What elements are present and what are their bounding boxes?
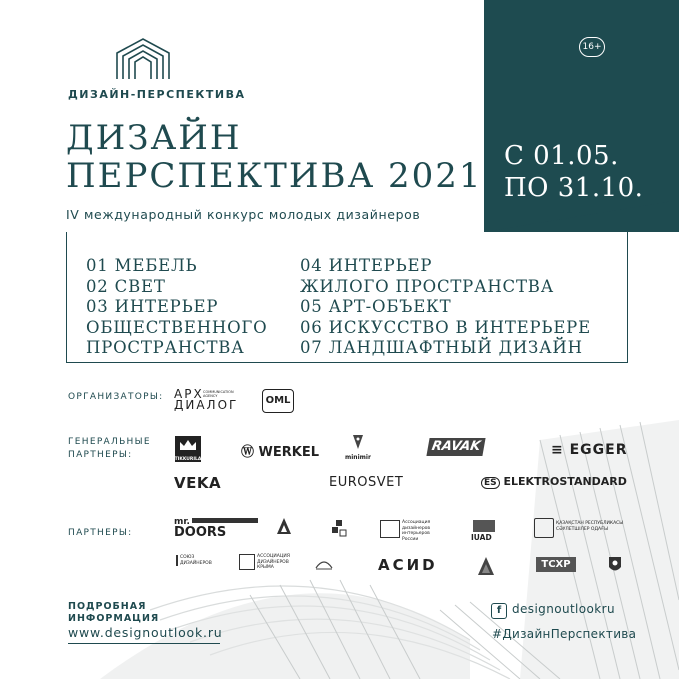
date-to: ПО 31.10. (504, 173, 644, 203)
partners-label: ПАРТНЕРЫ: (68, 528, 133, 538)
crimea-assoc-text: АССОЦИАЦИЯ ДИЗАЙНЕРОВ КРЫМА (257, 554, 290, 570)
website-underline (68, 643, 220, 644)
category-item: 01 МЕБЕЛЬ (86, 256, 198, 275)
mrdoors-bar (192, 518, 258, 523)
category-item: 03 ИНТЕРЬЕР (86, 297, 219, 316)
crimea-assoc-icon (239, 554, 255, 570)
age-rating-badge: 16+ (579, 37, 605, 57)
iuad-mark-icon (473, 520, 495, 532)
arh-dialog-logo: АРХ ДИАЛОГ (174, 387, 239, 412)
main-title (66, 119, 483, 195)
title-line-2: ПЕРСПЕКТИВА 2021 (66, 156, 483, 196)
egger-e-icon: ≡ (551, 442, 570, 458)
organizers-label: ОРГАНИЗАТОРЫ: (68, 392, 164, 402)
category-item: 04 ИНТЕРЬЕР (300, 256, 433, 275)
kz-architects-emblem-icon (534, 518, 554, 538)
subtitle: IV международный конкурс молодых дизайнеров (66, 207, 421, 222)
tcxp-logo: ТСХР (536, 557, 576, 572)
facebook-icon[interactable]: f (491, 603, 507, 619)
assoc-designers-text: Ассоциация дизайнеров интерьеров России (402, 520, 431, 542)
tikkurila-text: TIKKURILA (174, 457, 202, 462)
design-perspective-logo-icon (115, 37, 171, 81)
triangle-a-icon (276, 517, 292, 535)
date-from: С 01.05. (504, 141, 619, 171)
category-item: ОБЩЕСТВЕННОГО (86, 317, 268, 337)
category-item: ПРОСТРАНСТВА (86, 338, 245, 357)
website-link[interactable]: www.designoutlook.ru (68, 625, 223, 640)
minimir-icon (351, 433, 365, 453)
teal-banner-tail (484, 200, 679, 232)
crown-icon (175, 436, 201, 456)
iuad-logo: IUAD (471, 533, 492, 542)
category-item: 07 ЛАНДШАФТНЫЙ ДИЗАЙН (300, 338, 583, 357)
title-line-1: ДИЗАЙН (66, 118, 242, 158)
pyramid-partner-icon (477, 556, 495, 576)
geometric-partner-icon (331, 519, 347, 537)
mrdoors-logo: DOORS (174, 525, 227, 540)
eurosvet-logo: EUROSVET (329, 475, 404, 490)
category-item: ЖИЛОГО ПРОСТРАНСТВА (300, 276, 555, 296)
categories-right (300, 256, 591, 359)
soyuz-designers-logo: СОЮЗ ДИЗАЙНЕРОВ (176, 555, 210, 566)
elektrostandard-logo: ES ELEKTROSTANDARD (481, 475, 627, 488)
general-partners-label: ГЕНЕРАЛЬНЫЕ ПАРТНЕРЫ: (68, 437, 151, 460)
social-handle[interactable]: designoutlookru (512, 602, 615, 616)
competition-dates (504, 140, 643, 204)
ravak-logo: RAVAK (426, 438, 485, 456)
category-item: 06 ИСКУССТВО В ИНТЕРЬЕРЕ (300, 317, 591, 337)
categories-left (86, 256, 267, 359)
more-info-label: ПОДРОБНАЯ ИНФОРМАЦИЯ (68, 601, 160, 624)
logo-caption: ДИЗАЙН-ПЕРСПЕКТИВА (68, 88, 246, 101)
oml-logo: OML (262, 389, 294, 413)
hashtag: #ДизайнПерспектива (492, 627, 637, 641)
category-item: 05 АРТ-ОБЪЕКТ (300, 297, 452, 316)
kz-architects-text: ҚАЗАҚСТАН РЕСПУБЛИКАСЫ СӘУЛЕТШІЛЕР ОДАҒЫ (556, 521, 624, 532)
egger-logo: ≡ EGGER (551, 442, 628, 458)
elektrostandard-mark: ES (481, 477, 500, 489)
arh-dialog-subtext: COMMUNICATION AGENCY (203, 390, 234, 398)
veka-logo: VEKA (174, 474, 222, 492)
werkel-w-icon: Ⓦ (241, 445, 255, 460)
minimir-logo: minimir (345, 454, 371, 461)
acid-logo: АСИD (378, 556, 438, 574)
category-item: 02 СВЕТ (86, 276, 166, 296)
shield-emblem-icon (607, 555, 623, 575)
mrdoors-logo-top: mr. (174, 517, 190, 527)
assoc-designers-icon (380, 520, 400, 538)
university-emblem-icon (315, 556, 333, 570)
werkel-logo: Ⓦ WERKEL (241, 445, 320, 460)
